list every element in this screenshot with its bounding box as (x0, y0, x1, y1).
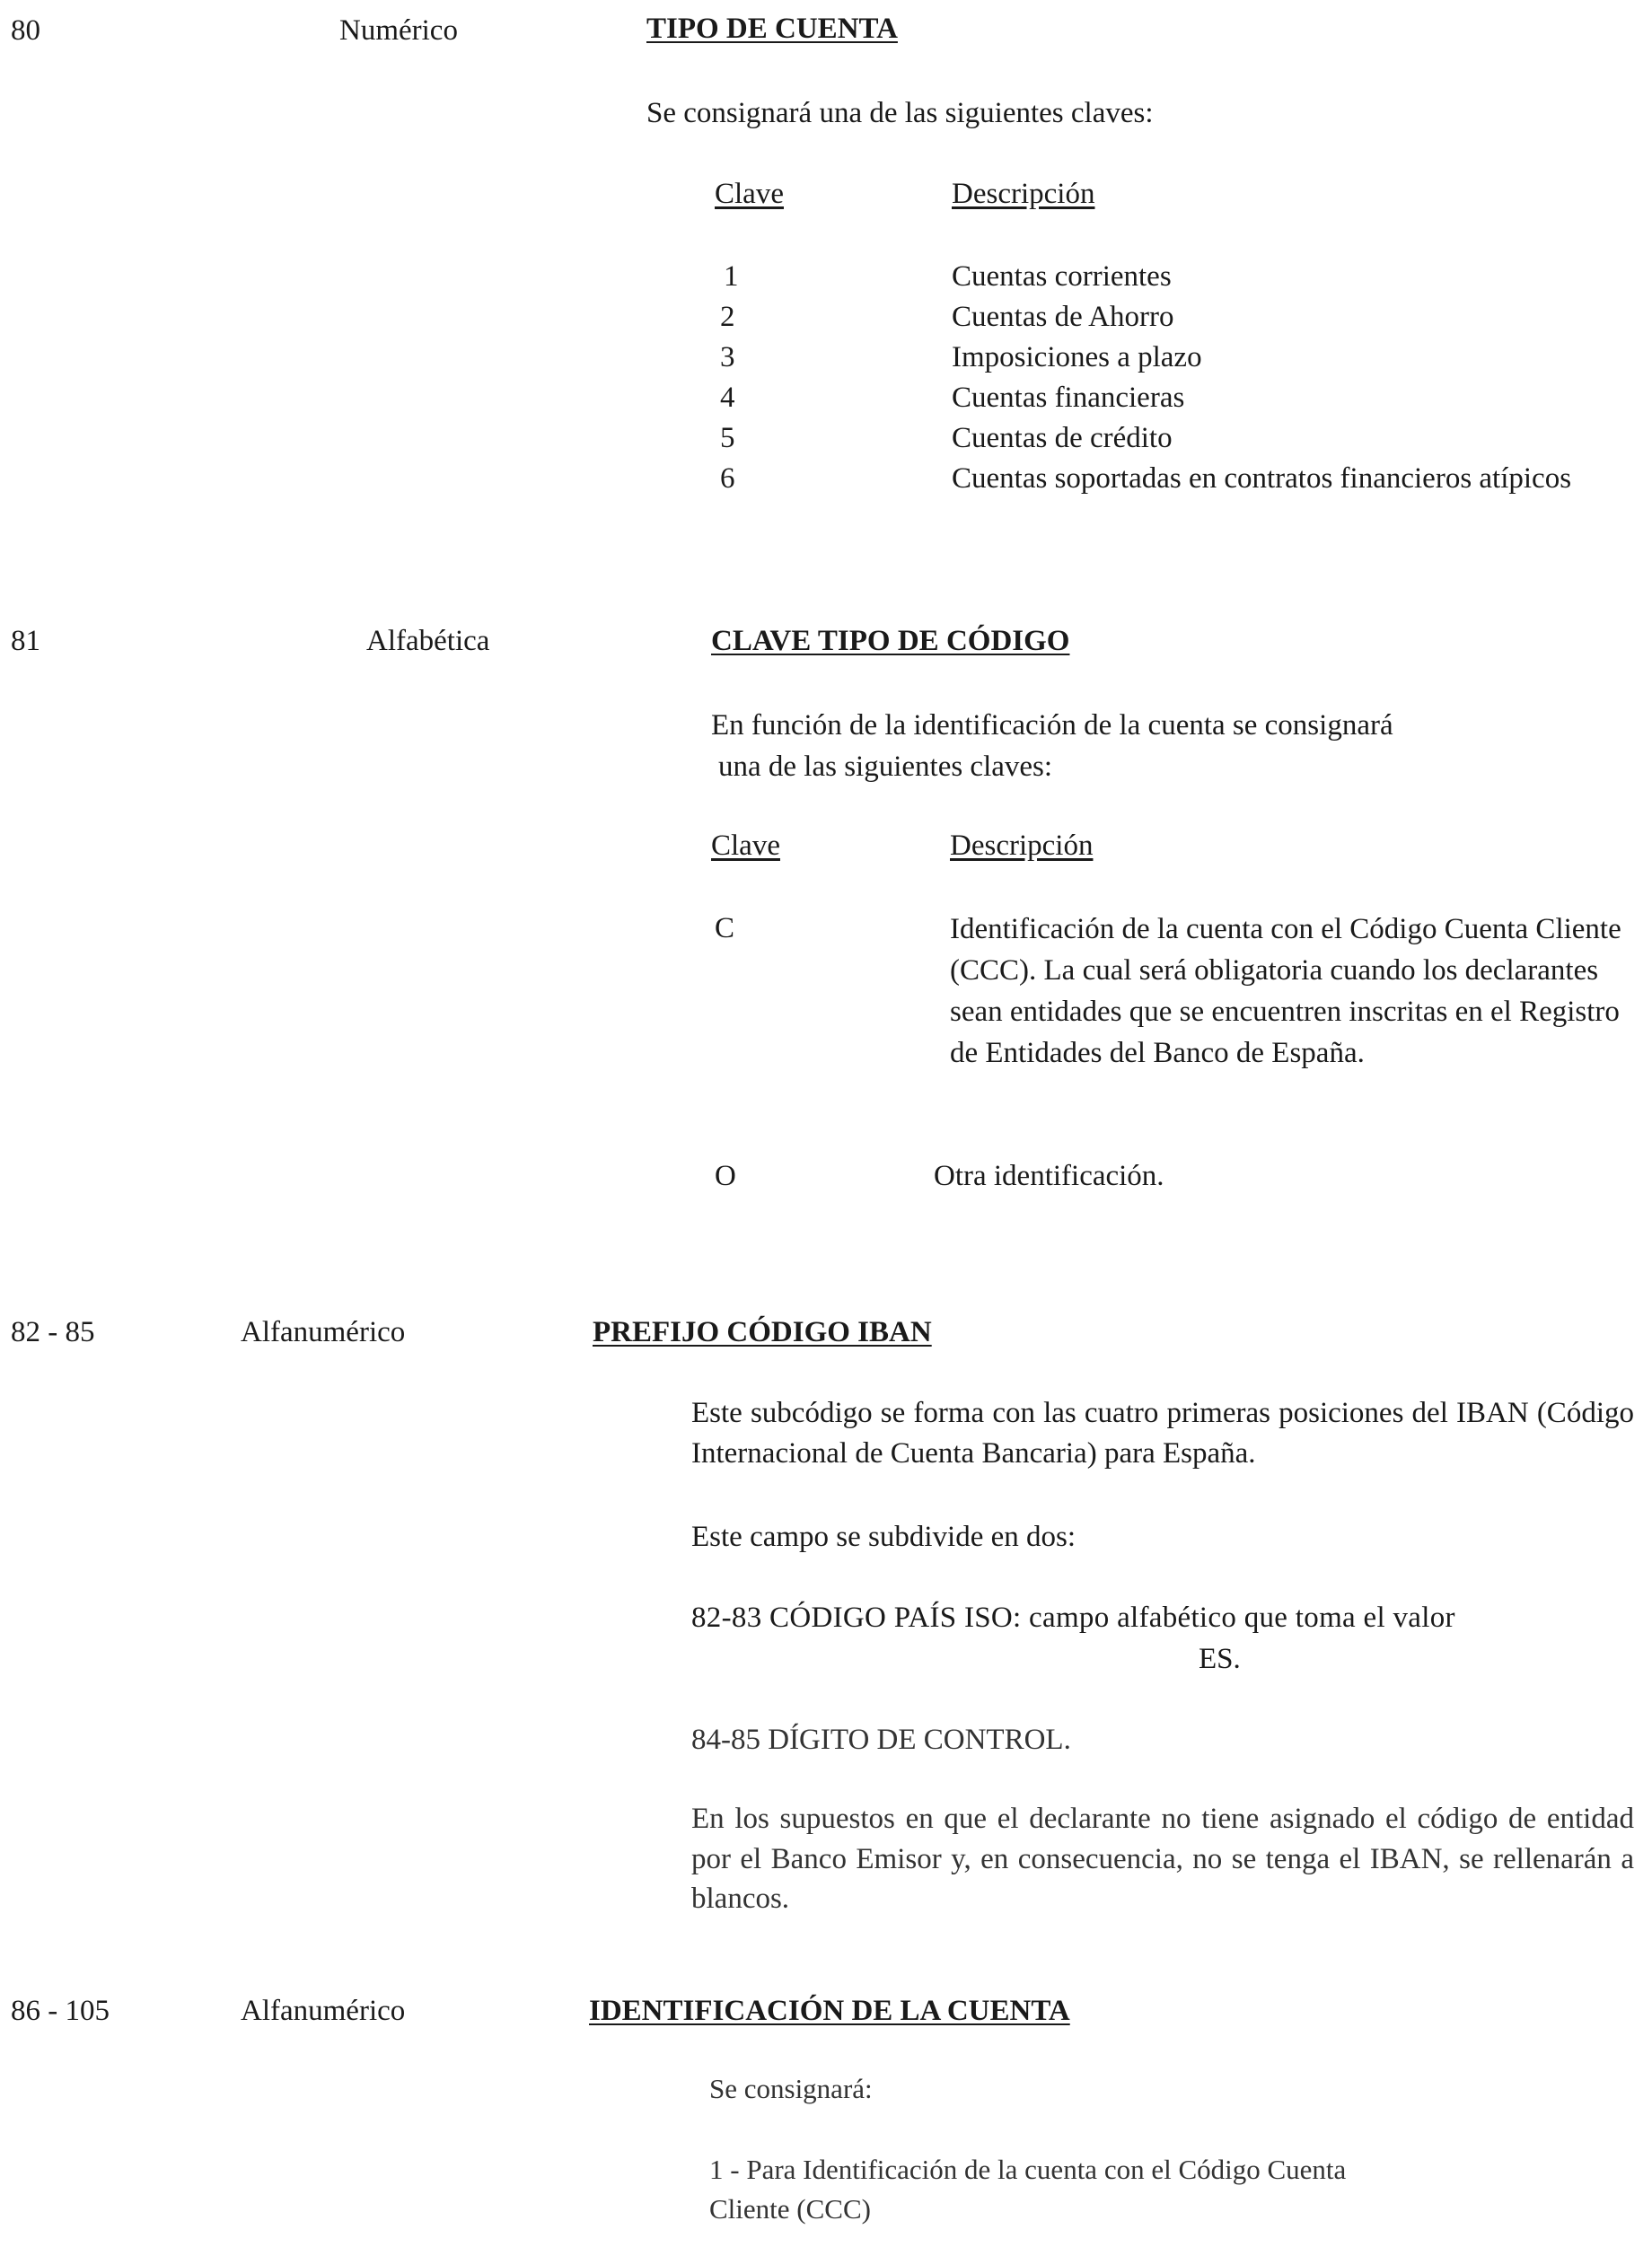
field-position: 80 (11, 14, 40, 47)
clave-value: 5 (720, 422, 735, 454)
field-position: 82 - 85 (11, 1316, 95, 1348)
clave-value: C (715, 912, 735, 944)
column-header-clave: Clave (715, 178, 784, 210)
paragraph: Este campo se subdivide en dos: (691, 1521, 1076, 1553)
clave-value: 3 (720, 341, 735, 373)
clave-description: Cuentas soportadas en contratos financieros atípicos (952, 462, 1572, 495)
paragraph: Este subcódigo se forma con las cuatro primeras posiciones del IBAN (Código Internacional de Cuenta Bancaria) para España. (691, 1397, 1634, 1470)
clave-description: Cuentas financieras (952, 382, 1185, 414)
clave-description: Cuentas de crédito (952, 422, 1173, 454)
paragraph-line: 1 - Para Identificación de la cuenta con el Código Cuenta (709, 2154, 1347, 2185)
column-header-descripcion: Descripción (950, 829, 1094, 862)
clave-value: 1 (724, 260, 739, 293)
clave-description: Identificación de la cuenta con el Código Cuenta Cliente (CCC). La cual será obligatoria cuando los declarantes sean entidades que se encuentren inscritas en el Registro de Entidades del Banco de España. (950, 913, 1621, 1069)
field-type: Alfanumérico (241, 1995, 406, 2027)
field-position: 86 - 105 (11, 1995, 110, 2027)
paragraph: Se consignará: (709, 2073, 873, 2104)
column-header-clave: Clave (711, 829, 780, 862)
field-position: 81 (11, 625, 40, 657)
subfield-digito-control: 84-85 DÍGITO DE CONTROL. (691, 1724, 1071, 1756)
field-intro-line: una de las siguientes claves: (718, 750, 1053, 783)
paragraph: En los supuestos en que el declarante no tiene asignado el código de entidad por el Banco Emisor y, en consecuencia, no se tenga el IBAN, se rellenarán a blancos. (691, 1803, 1634, 1916)
field-intro-line: En función de la identificación de la cuenta se consignará (711, 709, 1393, 742)
field-title: TIPO DE CUENTA (646, 13, 898, 45)
column-header-descripcion: Descripción (952, 178, 1095, 210)
clave-description: Cuentas corrientes (952, 260, 1172, 293)
subfield-pais-iso-value: ES. (1199, 1643, 1241, 1675)
subfield-pais-iso: 82-83 CÓDIGO PAÍS ISO: campo alfabético que toma el valor (691, 1602, 1455, 1634)
clave-value: 6 (720, 462, 735, 495)
clave-value: O (715, 1160, 736, 1192)
field-type: Numérico (339, 14, 458, 47)
field-title: PREFIJO CÓDIGO IBAN (593, 1316, 932, 1348)
paragraph-line: Cliente (CCC) (709, 2193, 871, 2225)
field-type: Alfabética (366, 625, 490, 657)
clave-value: 2 (720, 301, 735, 333)
clave-description: Otra identificación. (934, 1160, 1164, 1192)
field-title: CLAVE TIPO DE CÓDIGO (711, 625, 1070, 657)
field-type: Alfanumérico (241, 1316, 406, 1348)
clave-description: Cuentas de Ahorro (952, 301, 1174, 333)
field-title: IDENTIFICACIÓN DE LA CUENTA (589, 1995, 1070, 2027)
clave-value: 4 (720, 382, 735, 414)
field-intro: Se consignará una de las siguientes claves: (646, 97, 1154, 129)
clave-description: Imposiciones a plazo (952, 341, 1202, 373)
